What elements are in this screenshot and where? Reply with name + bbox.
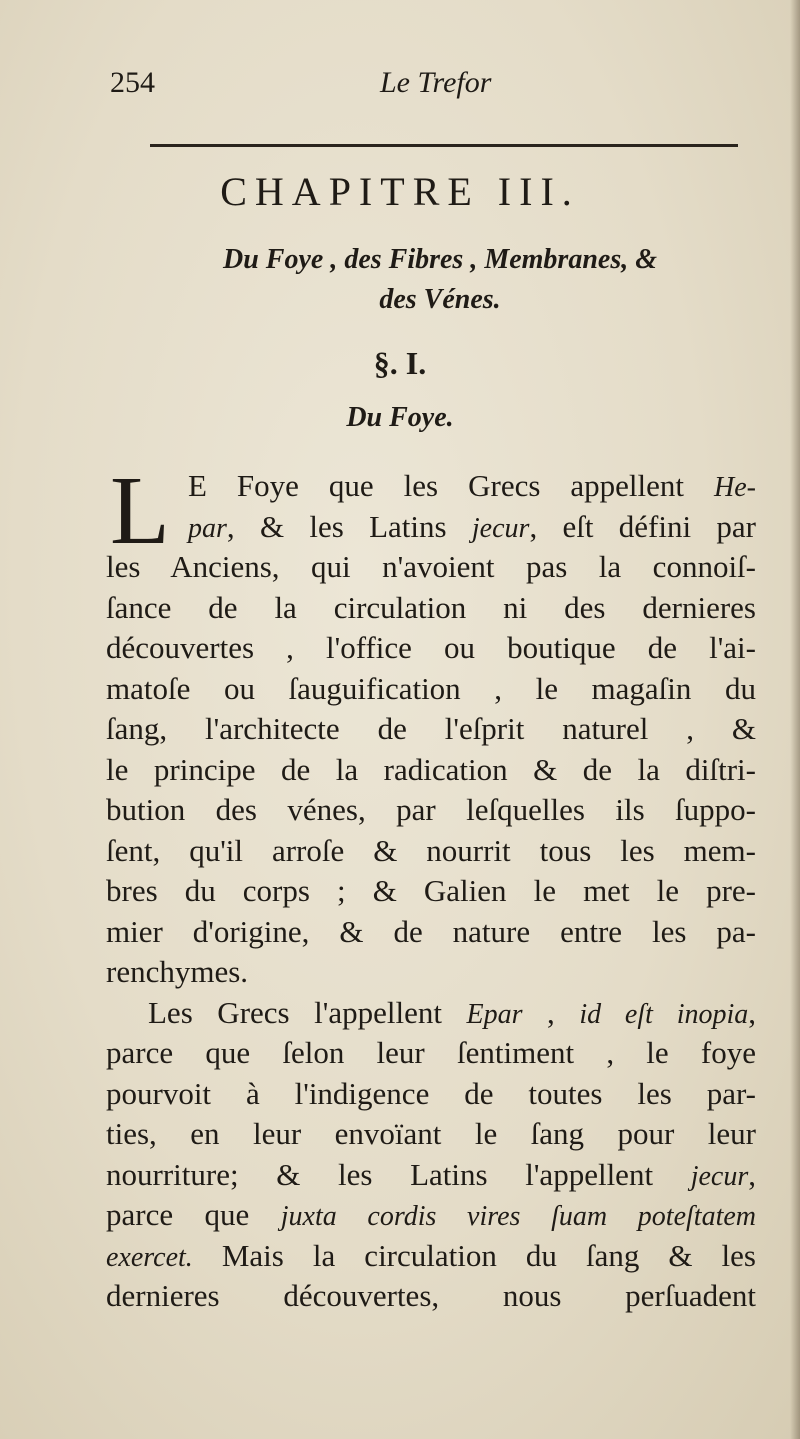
text-line: ſang, l'architecte de l'eſprit naturel , & <box>106 711 756 746</box>
text-line: nourriture; & les Latins l'appellent jecur, <box>106 1156 756 1192</box>
text-line: parce que juxta cordis vires ſuam poteſtatem <box>106 1197 756 1232</box>
chapter-subtitle-line-2: des Vénes. <box>379 284 501 315</box>
body-text <box>106 466 756 1317</box>
header-rule <box>150 144 738 147</box>
chapter-heading: CHAPITRE III. <box>220 169 580 214</box>
text-line: pourvoit à l'indigence de toutes les par- <box>106 1075 756 1111</box>
text-line: exercet. Mais la circulation du ſang & les <box>106 1237 756 1273</box>
text-line: parce que ſelon leur ſentiment , le foye <box>106 1035 756 1070</box>
section-number: §. I. <box>373 345 427 381</box>
chapter-subtitle <box>140 240 740 320</box>
text-line: les Anciens, qui n'avoient pas la connoiſ- <box>106 549 756 584</box>
text-line: ſent, qu'il arroſe & nourrit tous les mem- <box>106 832 756 868</box>
text-line: ties, en leur envoïant le ſang pour leur <box>106 1116 756 1151</box>
page-number: 254 <box>110 66 155 99</box>
text-line: par, & les Latins jecur, eſt défini par <box>188 508 756 544</box>
page-header <box>110 66 730 106</box>
text-line: mier d'origine, & de nature entre les pa- <box>106 913 756 949</box>
text-line: ſance de la circulation ni des dernieres <box>106 589 756 625</box>
text-line: bres du corps ; & Galien le met le pre- <box>106 873 756 908</box>
drop-cap: L <box>110 457 170 565</box>
section-title: Du Foye. <box>346 402 454 433</box>
text-line: Les Grecs l'appellent Epar , id eſt inopia, <box>148 994 757 1030</box>
text-line: découvertes , l'office ou boutique de l'ai- <box>106 630 756 665</box>
text-line: le principe de la radication & de la diſtri- <box>106 751 756 787</box>
chapter-subtitle-line-1: Du Foye , des Fibres , Membranes, & <box>223 244 657 275</box>
text-line: matoſe ou ſauguification , le magaſin du <box>106 670 756 706</box>
text-line: renchymes. <box>106 954 249 989</box>
text-line: E Foye que les Grecs appellent He- <box>188 468 756 503</box>
text-line: dernieres découvertes, nous perſuadent <box>106 1278 756 1313</box>
running-title: Le Trefor <box>380 66 492 99</box>
text-line: bution des vénes, par leſquelles ils ſuppo- <box>106 792 756 827</box>
